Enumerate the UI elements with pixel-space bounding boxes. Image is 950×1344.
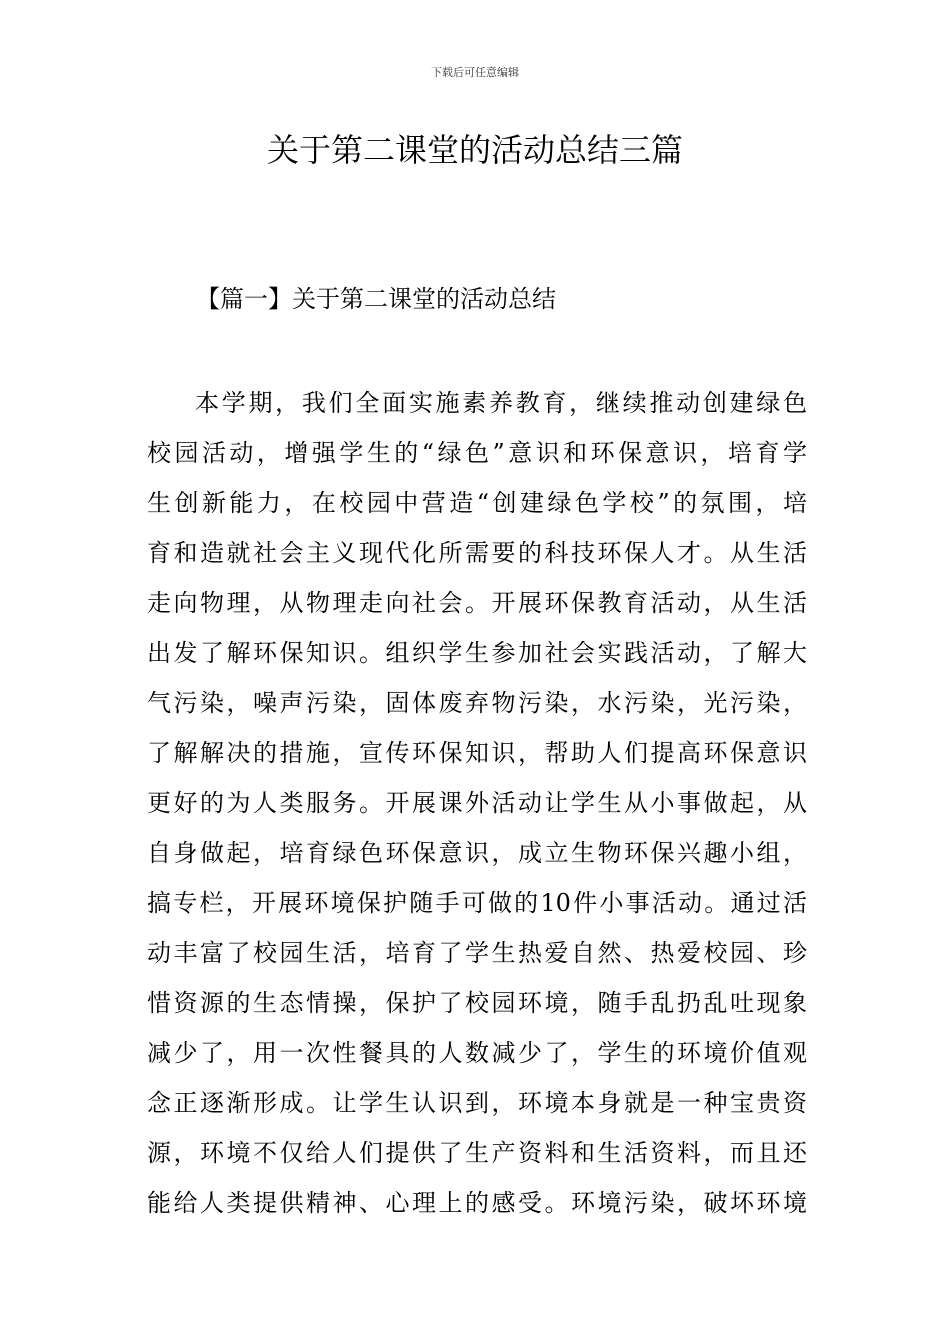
body-line: 出发了解环保知识。组织学生参加社会实践活动，了解大	[147, 639, 807, 667]
body-line: 生创新能力，在校园中营造“创建绿色学校”的氛围，培	[147, 489, 807, 517]
body-line: 更好的为人类服务。开展课外活动让学生从小事做起，从	[147, 789, 807, 817]
body-line: 了解解决的措施，宣传环保知识，帮助人们提高环保意识	[147, 739, 807, 767]
body-line: 动丰富了校园生活，培育了学生热爱自然、热爱校园、珍	[147, 939, 807, 967]
body-line: 走向物理，从物理走向社会。开展环保教育活动，从生活	[147, 589, 807, 617]
body-line: 本学期，我们全面实施素养教育，继续推动创建绿色	[195, 389, 807, 417]
body-line: 自身做起，培育绿色环保意识，成立生物环保兴趣小组，	[147, 839, 807, 867]
page-header-note: 下载后可任意编辑	[431, 66, 519, 79]
section-heading: 【篇一】关于第二课堂的活动总结	[196, 285, 556, 313]
body-line: 源，环境不仅给人们提供了生产资料和生活资料，而且还	[147, 1139, 807, 1167]
body-line: 校园活动，增强学生的“绿色”意识和环保意识，培育学	[147, 439, 807, 467]
body-line: 搞专栏，开展环境保护随手可做的10件小事活动。通过活	[147, 889, 807, 917]
body-line: 育和造就社会主义现代化所需要的科技环保人才。从生活	[147, 539, 807, 567]
body-line: 惜资源的生态情操，保护了校园环境，随手乱扔乱吐现象	[147, 989, 807, 1017]
document-title: 关于第二课堂的活动总结三篇	[266, 131, 683, 169]
body-line: 气污染，噪声污染，固体废弃物污染，水污染，光污染，	[147, 689, 807, 717]
body-line: 念正逐渐形成。让学生认识到，环境本身就是一种宝贵资	[147, 1089, 807, 1117]
body-paragraph	[147, 378, 807, 1228]
body-line: 能给人类提供精神、心理上的感受。环境污染，破坏环境	[147, 1189, 807, 1217]
body-line: 减少了，用一次性餐具的人数减少了，学生的环境价值观	[147, 1039, 807, 1067]
